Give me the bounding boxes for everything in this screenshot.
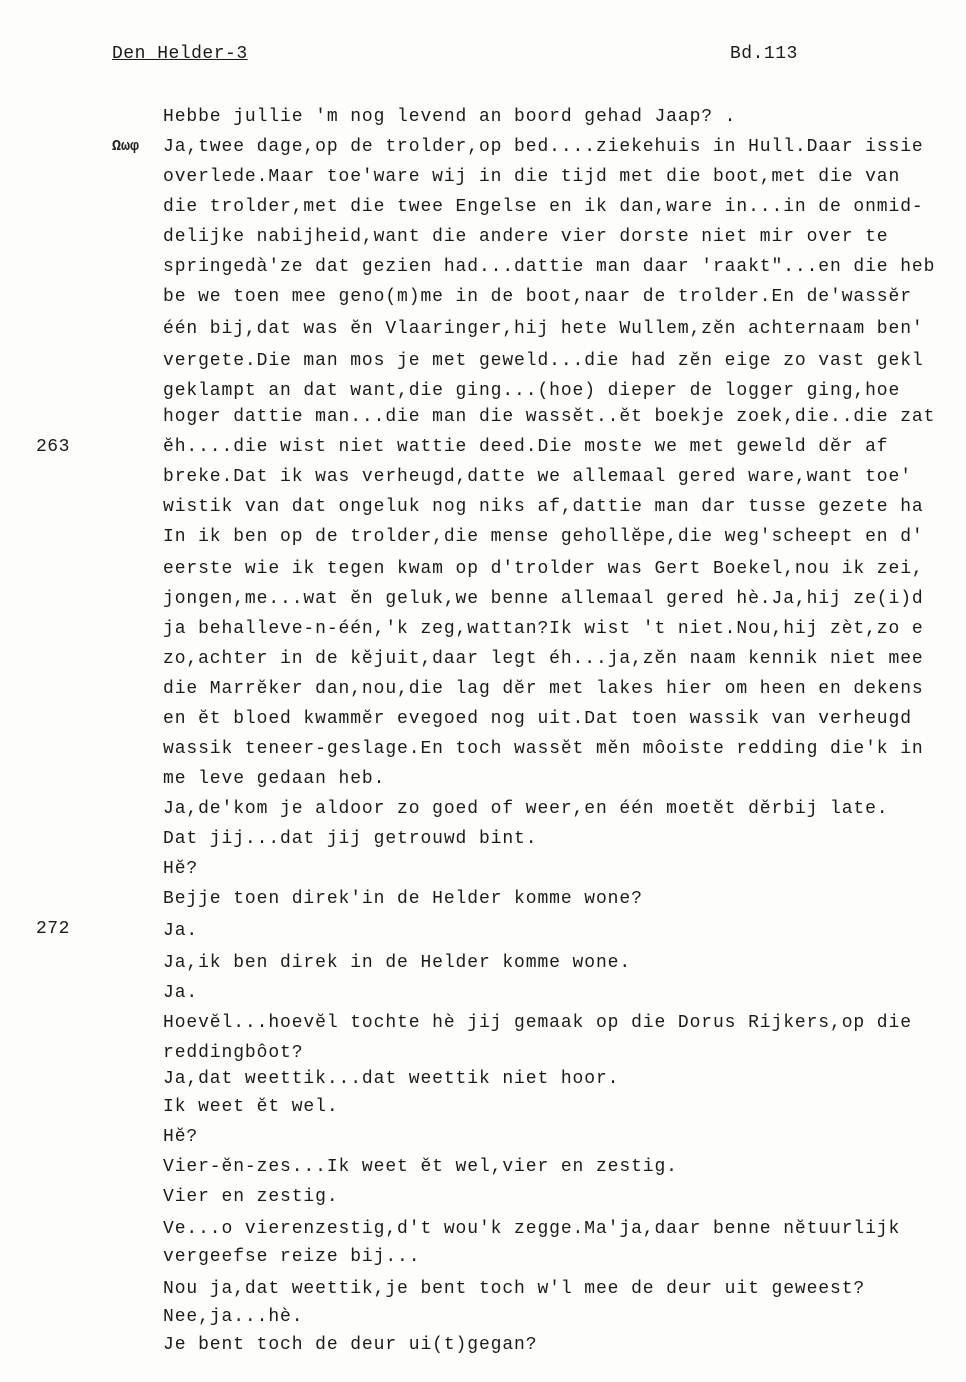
text-line: Nee,ja...hè. xyxy=(163,1307,304,1327)
text-line: die trolder,met die twee Engelse en ik dan,ware in...in de onmid- xyxy=(163,197,924,217)
margin-line-number: 272 xyxy=(36,919,70,939)
text-line: Ja. xyxy=(163,921,199,941)
text-line: die Marrĕker dan,nou,die lag dĕr met lakes hier om heen en dekens xyxy=(163,679,924,699)
text-line: wassik teneer-geslage.En toch wassĕt mĕn môoiste redding die'k in xyxy=(163,739,924,759)
text-line: Ja. xyxy=(163,983,199,1003)
text-line: wistik van dat ongeluk nog niks af,dattie man dar tusse gezete ha xyxy=(163,497,924,517)
text-line: en ĕt bloed kwammĕr evegoed nog uit.Dat toen wassik van verheugd xyxy=(163,709,912,729)
text-line: reddingbôot? xyxy=(163,1043,304,1063)
text-line: jongen,me...wat ĕn geluk,we benne allemaal gered hè.Ja,hij ze(i)d xyxy=(163,589,924,609)
text-line: In ik ben op de trolder,die mense gehollĕpe,die weg'scheept en d' xyxy=(163,527,924,547)
text-line: Hebbe jullie 'm nog levend an boord gehad Jaap? . xyxy=(163,107,737,127)
page-reference: Bd.113 xyxy=(730,44,798,64)
text-line: vergeefse reize bij... xyxy=(163,1247,421,1267)
text-line: Je bent toch de deur ui(t)gegan? xyxy=(163,1335,538,1355)
speaker-marker: Ωωφ xyxy=(112,138,140,155)
text-line: Vier en zestig. xyxy=(163,1187,339,1207)
text-line: be we toen mee geno(m)me in de boot,naar de trolder.En de'wassĕr xyxy=(163,287,912,307)
text-line: Hoevĕl...hoevĕl tochte hè jij gemaak op die Dorus Rijkers,op die xyxy=(163,1013,912,1033)
text-line: delijke nabijheid,want die andere vier dorste niet mir over te xyxy=(163,227,889,247)
text-line: ja behalleve-n-één,'k zeg,wattan?Ik wist 't niet.Nou,hij zèt,zo e xyxy=(163,619,924,639)
text-line: vergete.Die man mos je met geweld...die had zĕn eige zo vast gekl xyxy=(163,351,924,371)
text-line: geklampt an dat want,die ging...(hoe) dieper de logger ging,hoe xyxy=(163,381,901,401)
text-line: Dat jij...dat jij getrouwd bint. xyxy=(163,829,538,849)
document-title: Den Helder-3 xyxy=(112,44,248,64)
text-line: Ve...o vierenzestig,d't wou'k zegge.Ma'ja,daar benne nĕtuurlijk xyxy=(163,1219,901,1239)
text-line: Bejje toen direk'in de Helder komme wone? xyxy=(163,889,643,909)
text-line: zo,achter in de kĕjuit,daar legt éh...ja,zĕn naam kennik niet mee xyxy=(163,649,924,669)
text-line: breke.Dat ik was verheugd,datte we allemaal gered ware,want toe' xyxy=(163,467,912,487)
text-line: Hĕ? xyxy=(163,1127,199,1147)
text-line: eerste wie ik tegen kwam op d'trolder was Gert Boekel,nou ik zei, xyxy=(163,559,924,579)
text-line: Ik weet ĕt wel. xyxy=(163,1097,339,1117)
text-line: Nou ja,dat weettik,je bent toch w'l mee de deur uit geweest? xyxy=(163,1279,866,1299)
text-line: springedà'ze dat gezien had...dattie man daar 'raakt"...en die heb xyxy=(163,257,936,277)
text-line: Hĕ? xyxy=(163,859,199,879)
margin-line-number: 263 xyxy=(36,437,70,457)
text-line: ĕh....die wist niet wattie deed.Die moste we met geweld dĕr af xyxy=(163,437,889,457)
text-line: Ja,ik ben direk in de Helder komme wone. xyxy=(163,953,632,973)
text-line: hoger dattie man...die man die wassĕt..ĕt boekje zoek,die..die zat xyxy=(163,407,936,427)
text-line: Ja,dat weettik...dat weettik niet hoor. xyxy=(163,1069,620,1089)
text-line: me leve gedaan heb. xyxy=(163,769,386,789)
text-line: Ja,twee dage,op de trolder,op bed....ziekehuis in Hull.Daar issie xyxy=(163,137,924,157)
text-line: Vier-ĕn-zes...Ik weet ĕt wel,vier en zestig. xyxy=(163,1157,678,1177)
text-line: overlede.Maar toe'ware wij in die tijd met die boot,met die van xyxy=(163,167,901,187)
text-line: één bij,dat was ĕn Vlaaringer,hij hete Wullem,zĕn achternaam ben' xyxy=(163,319,924,339)
text-line: Ja,de'kom je aldoor zo goed of weer,en één moetĕt dĕrbij late. xyxy=(163,799,889,819)
